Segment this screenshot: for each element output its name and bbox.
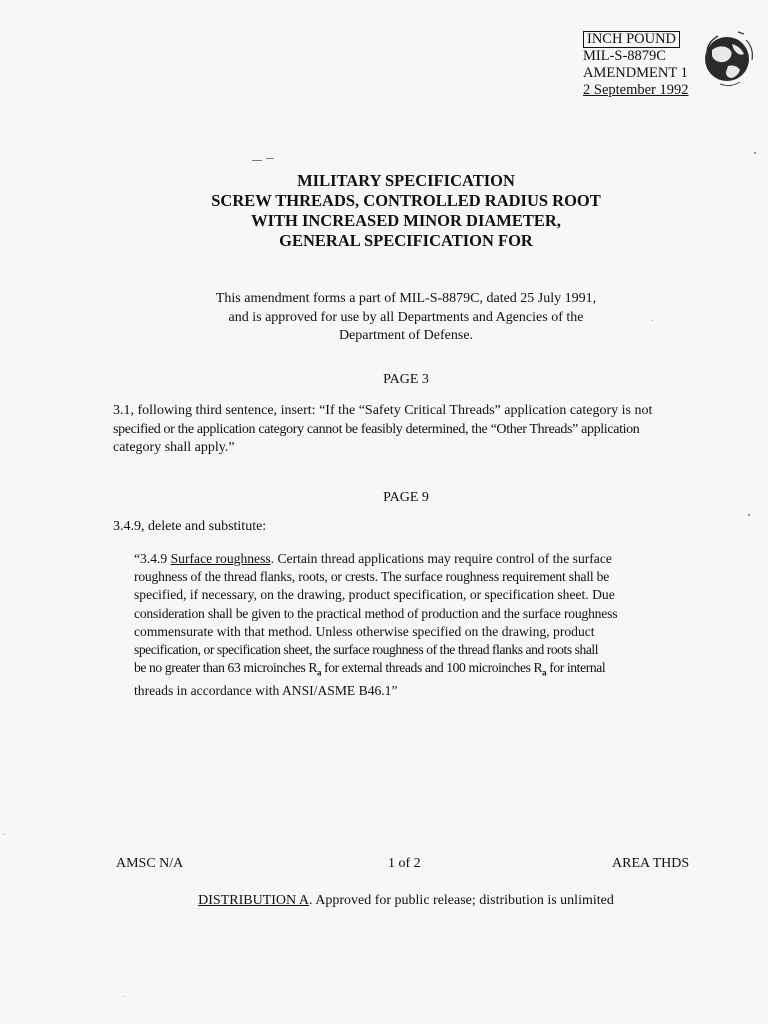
change-line: category shall apply.” — [113, 440, 235, 455]
quote-line: be no greater than 63 microinches R — [134, 660, 318, 676]
approval-line: and is approved for use by all Departments and Agencies of the — [228, 309, 584, 325]
quote-line: for internal — [546, 660, 606, 676]
page-3-change — [113, 402, 705, 458]
roughness-subscript: a — [317, 667, 322, 678]
page-9-heading: PAGE 9 — [383, 490, 429, 505]
scan-mark — [754, 152, 756, 154]
distribution-text: . Approved for public release; distribution is unlimited — [309, 893, 614, 908]
quote-open: “3.4.9 — [134, 551, 171, 566]
footer-page-number: 1 of 2 — [388, 856, 421, 871]
quote-line: . Certain thread applications may require control of the surface — [270, 551, 612, 566]
quote-line: roughness of the thread flanks, roots, or crests. The surface roughness requirement shall be — [134, 569, 610, 585]
quote-line: for external threads and 100 microinches R — [321, 660, 543, 676]
scan-mark — [748, 514, 750, 516]
roughness-subscript: a — [542, 667, 547, 678]
amendment-label: AMENDMENT 1 — [583, 65, 688, 81]
document-header — [583, 31, 689, 99]
scan-mark — [124, 996, 125, 997]
substitute-paragraph — [134, 550, 706, 700]
scan-mark — [266, 158, 274, 159]
footer-amsc: AMSC N/A — [116, 856, 184, 871]
distribution-statement — [0, 893, 768, 909]
scan-mark — [252, 160, 262, 161]
quote-line: threads in accordance with ANSI/ASME B46.1” — [134, 683, 398, 699]
quote-line: specified, if necessary, on the drawing, product specification, or specification sheet. Due — [134, 587, 615, 603]
globe-seal-icon — [698, 28, 756, 90]
amendment-date: 2 September 1992 — [583, 82, 689, 98]
page-3-heading: PAGE 3 — [383, 372, 429, 387]
approval-line: This amendment forms a part of MIL-S-8879C, dated 25 July 1991, — [215, 291, 597, 306]
page-9-intro: 3.4.9, delete and substitute: — [113, 519, 267, 534]
scan-mark — [4, 834, 5, 835]
footer-area: AREA THDS — [612, 856, 690, 871]
inch-pound-box: INCH POUND — [583, 31, 680, 48]
title-line: SCREW THREADS, CONTROLLED RADIUS ROOT — [211, 191, 601, 210]
title-line: GENERAL SPECIFICATION FOR — [279, 231, 533, 250]
scan-mark — [652, 320, 653, 321]
distribution-label: DISTRIBUTION A — [198, 893, 309, 908]
title-line: MILITARY SPECIFICATION — [297, 171, 515, 190]
specification-title — [0, 171, 768, 251]
approval-statement — [0, 290, 768, 346]
surface-roughness-heading: Surface roughness — [170, 551, 271, 566]
change-line: 3.1, following third sentence, insert: “If the “Safety Critical Threads” application category is not — [113, 403, 653, 418]
change-line: specified or the application category cannot be feasibly determined, the “Other Threads” application — [113, 421, 640, 437]
quote-line: specification, or specification sheet, the surface roughness of the thread flanks and roots shall — [134, 642, 599, 658]
approval-line: Department of Defense. — [338, 328, 474, 343]
title-line: WITH INCREASED MINOR DIAMETER, — [251, 211, 561, 230]
document-id: MIL-S-8879C — [583, 48, 666, 64]
quote-line: commensurate with that method. Unless otherwise specified on the drawing, product — [134, 623, 595, 639]
quote-line: consideration shall be given to the practical method of production and the surface roughness — [134, 605, 618, 621]
